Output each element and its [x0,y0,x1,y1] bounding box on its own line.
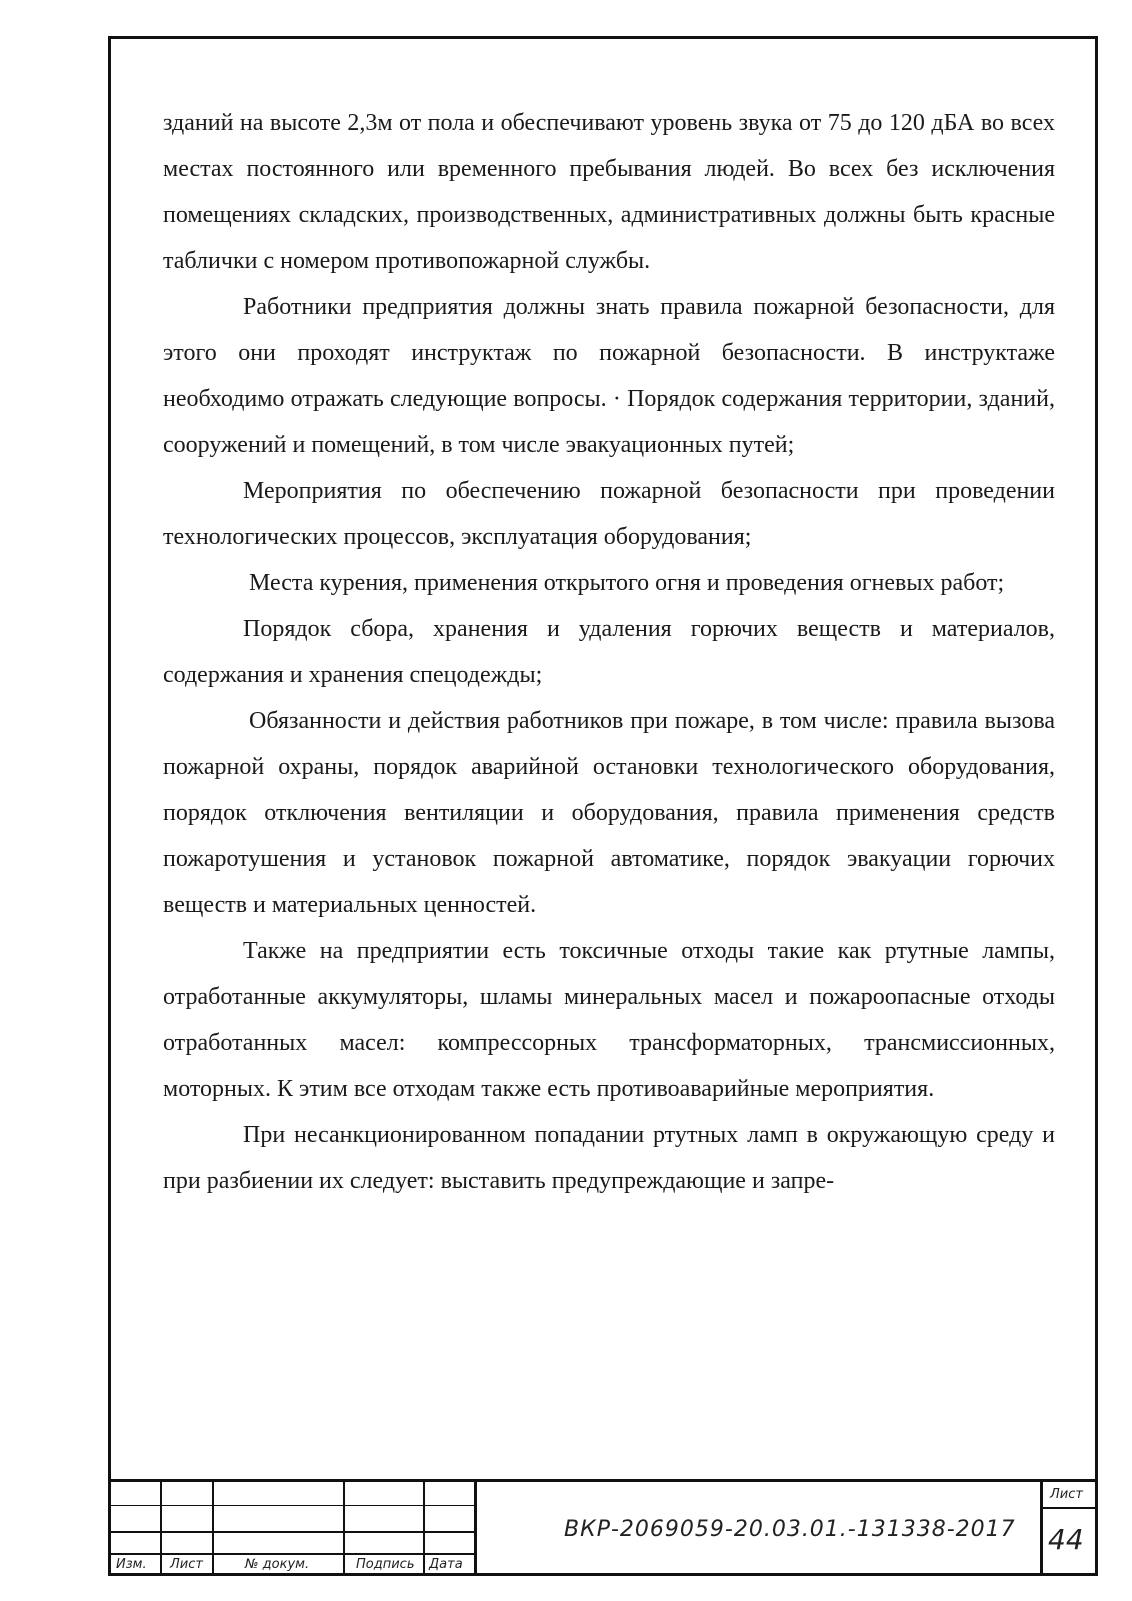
stamp-col-line-6 [1040,1479,1043,1576]
sheet-label: Лист [1050,1487,1083,1502]
stamp-row-line-1 [108,1505,476,1506]
stamp-row-line-3 [108,1553,476,1555]
stamp-col-line-3 [343,1479,345,1576]
stamp-top-line [108,1479,1098,1482]
sheet-number: 44 [1048,1523,1084,1556]
stamp-col-line-1 [160,1479,162,1576]
paragraph-4: Места курения, применения открытого огня и проведения огневых работ; [249,570,1005,596]
title-block [108,1479,1098,1576]
paragraph-8: При несанкционированном попадании ртутных ламп в окружающую среду и при разбиении их следует: выставить предупреждающие и запре- [163,1122,1055,1194]
paragraph-3: Мероприятия по обеспечению пожарной безопасности при проведении технологических процессов, эксплуатация оборудования; [163,478,1055,550]
paragraph-6: Обязанности и действия работников при пожаре, в том числе: правила вызова пожарной охраны, порядок аварийной остановки технологического оборудования, порядок отключения вентиляции и оборудования, правила применения средств пожаротушения и установок пожарной автоматике, порядок эвакуации горючих веществ и материальных ценностей. [163,708,1055,918]
stamp-col-line-2 [212,1479,214,1576]
paragraph-2: Работники предприятия должны знать правила пожарной безопасности, для этого они проходят инструктаж по пожарной безопасности. В инструктаже необходимо отражать следующие вопросы. · Порядок содержания территории, зданий, сооружений и помещений, в том числе эвакуационных путей; [163,294,1055,458]
stamp-col-line-4 [423,1479,425,1576]
stamp-row-line-2 [108,1531,476,1533]
paragraph-1: зданий на высоте 2,3м от пола и обеспечивают уровень звука от 75 до 120 дБА во всех местах постоянного или временного пребывания людей. Во всех без исключения помещениях складских, производственных, административных должны быть красные таблички с номером противопожарной службы. [163,110,1055,274]
stamp-sheet-line [1042,1507,1098,1509]
body-text [163,100,1055,1204]
label-list: Лист [170,1557,203,1572]
label-doc-num: № докум. [245,1557,310,1572]
paragraph-7: Также на предприятии есть токсичные отходы такие как ртутные лампы, отработанные аккумуляторы, шламы минеральных масел и пожароопасные отходы отработанных масел: компрессорных трансформаторных, трансмиссионных, моторных. К этим все отходам также есть противоаварийные мероприятия. [163,938,1055,1102]
paragraph-5: Порядок сбора, хранения и удаления горючих веществ и материалов, содержания и хранения спецодежды; [163,616,1055,688]
label-izm: Изм. [116,1557,147,1572]
stamp-col-line-5 [474,1479,477,1576]
label-date: Дата [429,1557,463,1572]
document-code: ВКР-2069059-20.03.01.-131338-2017 [564,1517,1016,1542]
label-signature: Подпись [356,1557,415,1572]
